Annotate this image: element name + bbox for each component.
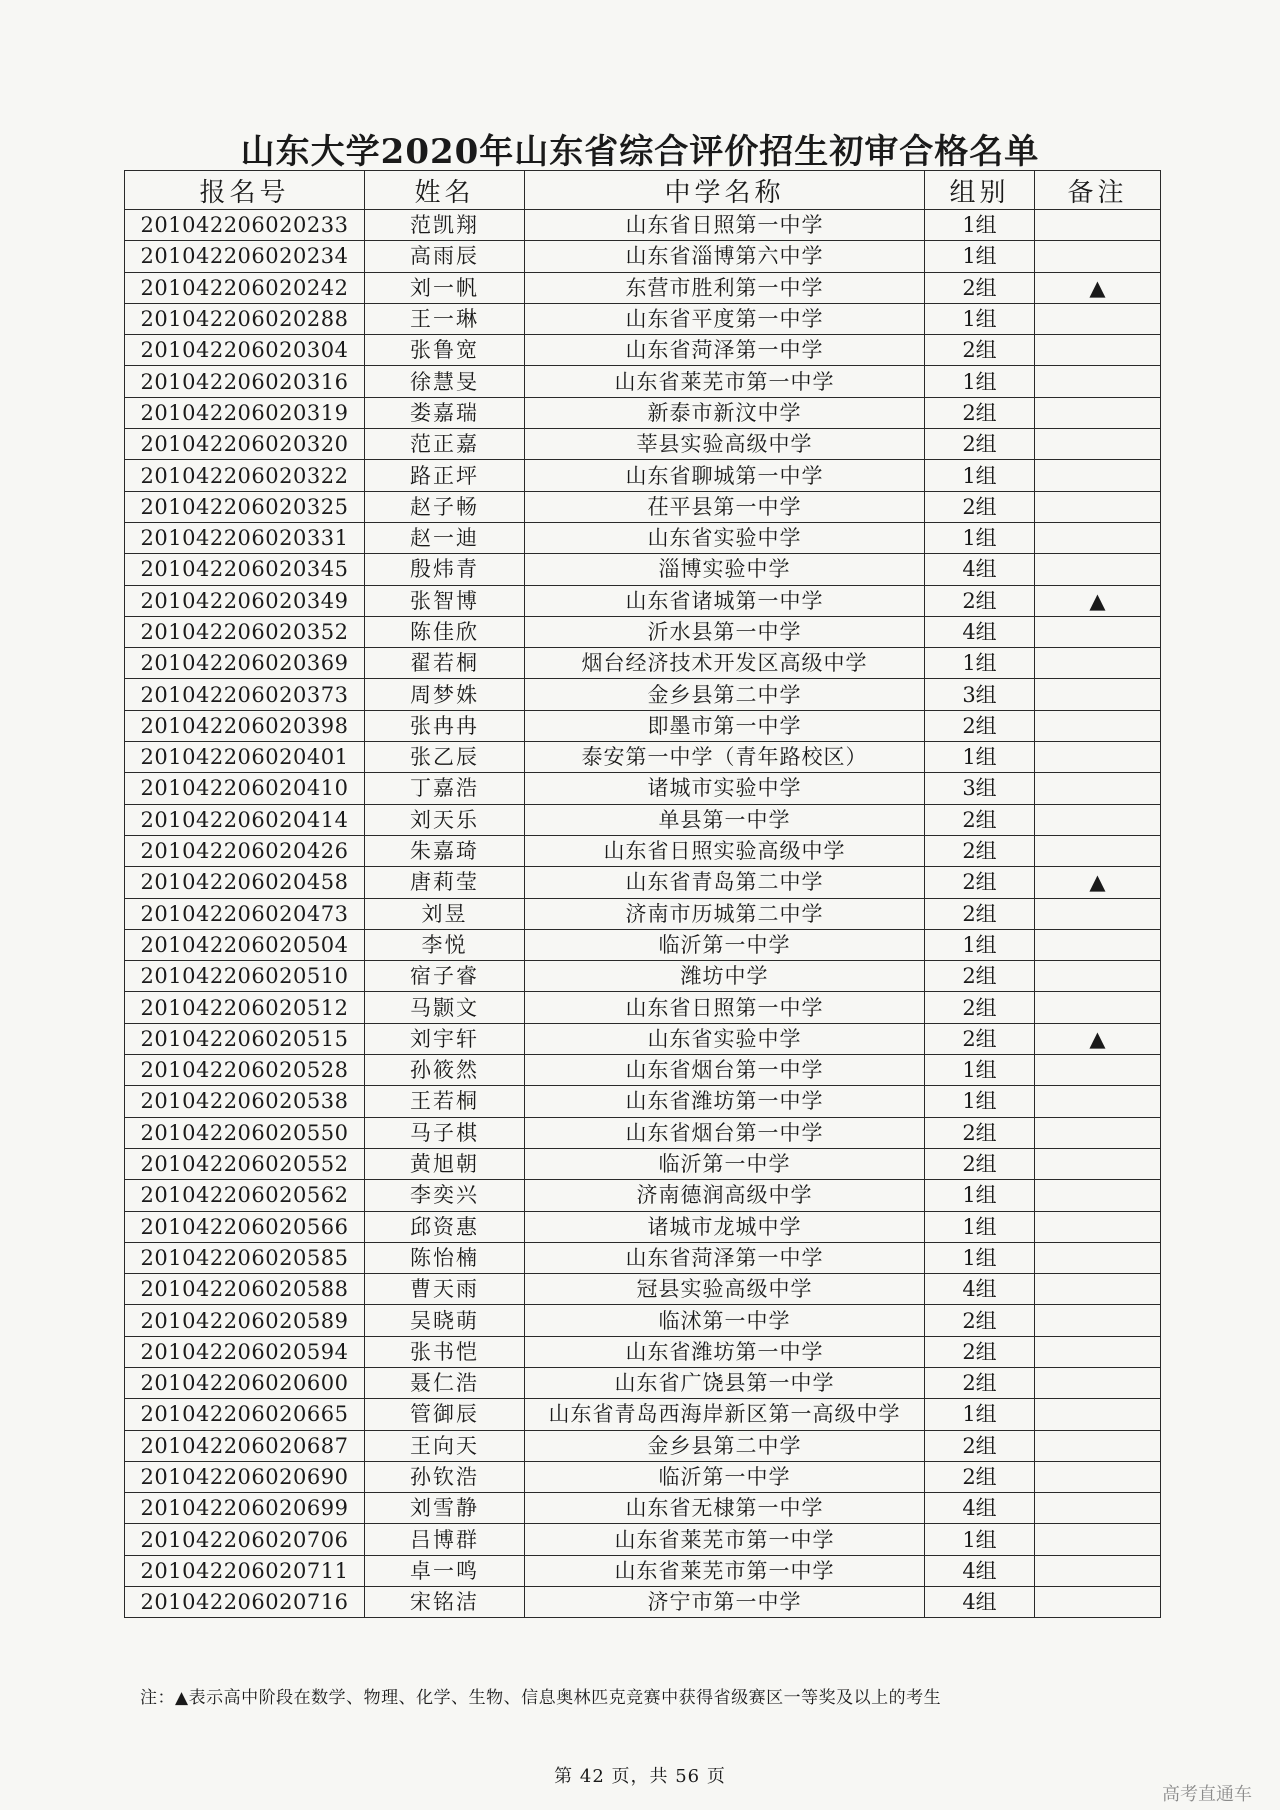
school-name: 山东省青岛第二中学 (525, 867, 925, 898)
table-row (125, 804, 1161, 835)
group-label: 1组 (925, 742, 1035, 773)
student-name: 刘昱 (365, 898, 525, 929)
group-label: 1组 (925, 1242, 1035, 1273)
group-label: 4组 (925, 616, 1035, 647)
table-row (125, 303, 1161, 334)
school-name: 山东省莱芜市第一中学 (525, 366, 925, 397)
table-row (125, 742, 1161, 773)
header-group: 组别 (925, 171, 1035, 210)
remark-mark: ▲ (1035, 1023, 1161, 1054)
student-name: 张乙辰 (365, 742, 525, 773)
registration-number: 201042206020304 (125, 335, 365, 366)
registration-number: 201042206020550 (125, 1117, 365, 1148)
header-school: 中学名称 (525, 171, 925, 210)
registration-number: 201042206020716 (125, 1587, 365, 1618)
registration-number: 201042206020600 (125, 1367, 365, 1398)
remark-mark (1035, 835, 1161, 866)
student-name: 孙钦浩 (365, 1461, 525, 1492)
student-name: 刘一帆 (365, 272, 525, 303)
student-name: 李悦 (365, 929, 525, 960)
student-name: 张鲁宽 (365, 335, 525, 366)
student-name: 王一琳 (365, 303, 525, 334)
student-name: 周梦姝 (365, 679, 525, 710)
student-name: 陈怡楠 (365, 1242, 525, 1273)
group-label: 2组 (925, 335, 1035, 366)
student-name: 王若桐 (365, 1086, 525, 1117)
school-name: 山东省诸城第一中学 (525, 585, 925, 616)
school-name: 山东省平度第一中学 (525, 303, 925, 334)
table-row (125, 460, 1161, 491)
remark-mark (1035, 460, 1161, 491)
table-row (125, 961, 1161, 992)
registration-number: 201042206020665 (125, 1399, 365, 1430)
remark-mark (1035, 710, 1161, 741)
student-name: 宿子睿 (365, 961, 525, 992)
remark-mark (1035, 1430, 1161, 1461)
student-name: 马子棋 (365, 1117, 525, 1148)
student-name: 陈佳欣 (365, 616, 525, 647)
registration-number: 201042206020319 (125, 397, 365, 428)
group-label: 1组 (925, 303, 1035, 334)
school-name: 金乡县第二中学 (525, 679, 925, 710)
group-label: 1组 (925, 366, 1035, 397)
remark-mark (1035, 1055, 1161, 1086)
remark-mark (1035, 1587, 1161, 1618)
remark-mark (1035, 303, 1161, 334)
student-name: 范凯翔 (365, 210, 525, 241)
school-name: 淄博实验中学 (525, 554, 925, 585)
school-name: 诸城市龙城中学 (525, 1211, 925, 1242)
table-row (125, 1055, 1161, 1086)
registration-number: 201042206020585 (125, 1242, 365, 1273)
school-name: 济南德润高级中学 (525, 1180, 925, 1211)
school-name: 临沂第一中学 (525, 929, 925, 960)
school-name: 即墨市第一中学 (525, 710, 925, 741)
student-name: 马颢文 (365, 992, 525, 1023)
registration-number: 201042206020562 (125, 1180, 365, 1211)
group-label: 1组 (925, 1180, 1035, 1211)
table-row (125, 554, 1161, 585)
registration-number: 201042206020538 (125, 1086, 365, 1117)
student-name: 朱嘉琦 (365, 835, 525, 866)
header-remark: 备注 (1035, 171, 1161, 210)
table-row (125, 835, 1161, 866)
remark-mark (1035, 522, 1161, 553)
group-label: 2组 (925, 397, 1035, 428)
school-name: 山东省青岛西海岸新区第一高级中学 (525, 1399, 925, 1430)
registration-number: 201042206020320 (125, 429, 365, 460)
remark-mark: ▲ (1035, 272, 1161, 303)
registration-number: 201042206020589 (125, 1305, 365, 1336)
table-row (125, 1524, 1161, 1555)
group-label: 2组 (925, 491, 1035, 522)
group-label: 2组 (925, 1148, 1035, 1179)
registration-number: 201042206020515 (125, 1023, 365, 1054)
remark-mark (1035, 929, 1161, 960)
school-name: 山东省聊城第一中学 (525, 460, 925, 491)
school-name: 莘县实验高级中学 (525, 429, 925, 460)
group-label: 1组 (925, 648, 1035, 679)
school-name: 山东省日照第一中学 (525, 210, 925, 241)
table-row (125, 1211, 1161, 1242)
student-name: 徐慧旻 (365, 366, 525, 397)
remark-mark (1035, 429, 1161, 460)
student-name: 王向天 (365, 1430, 525, 1461)
table-row (125, 1242, 1161, 1273)
remark-mark (1035, 961, 1161, 992)
registration-number: 201042206020322 (125, 460, 365, 491)
remark-mark (1035, 335, 1161, 366)
student-name: 赵一迪 (365, 522, 525, 553)
student-name: 娄嘉瑞 (365, 397, 525, 428)
table-row (125, 272, 1161, 303)
remark-mark (1035, 1148, 1161, 1179)
school-name: 山东省潍坊第一中学 (525, 1086, 925, 1117)
school-name: 山东省实验中学 (525, 1023, 925, 1054)
registration-number: 201042206020234 (125, 241, 365, 272)
table-row (125, 1493, 1161, 1524)
remark-mark (1035, 773, 1161, 804)
table-row (125, 1023, 1161, 1054)
registration-number: 201042206020528 (125, 1055, 365, 1086)
candidate-table (124, 170, 1161, 1618)
group-label: 2组 (925, 710, 1035, 741)
school-name: 山东省菏泽第一中学 (525, 1242, 925, 1273)
table-row (125, 335, 1161, 366)
school-name: 新泰市新汶中学 (525, 397, 925, 428)
registration-number: 201042206020410 (125, 773, 365, 804)
group-label: 1组 (925, 1211, 1035, 1242)
student-name: 路正坪 (365, 460, 525, 491)
table-row (125, 1305, 1161, 1336)
remark-mark (1035, 1336, 1161, 1367)
group-label: 2组 (925, 1305, 1035, 1336)
school-name: 济南市历城第二中学 (525, 898, 925, 929)
group-label: 2组 (925, 835, 1035, 866)
group-label: 1组 (925, 1524, 1035, 1555)
group-label: 1组 (925, 522, 1035, 553)
student-name: 管御辰 (365, 1399, 525, 1430)
remark-mark (1035, 1086, 1161, 1117)
remark-mark (1035, 1524, 1161, 1555)
header-id: 报名号 (125, 171, 365, 210)
registration-number: 201042206020233 (125, 210, 365, 241)
registration-number: 201042206020687 (125, 1430, 365, 1461)
table-row (125, 210, 1161, 241)
table-row (125, 1555, 1161, 1586)
student-name: 邱资惠 (365, 1211, 525, 1242)
group-label: 1组 (925, 241, 1035, 272)
school-name: 潍坊中学 (525, 961, 925, 992)
school-name: 临沂第一中学 (525, 1148, 925, 1179)
school-name: 山东省烟台第一中学 (525, 1055, 925, 1086)
school-name: 山东省日照实验高级中学 (525, 835, 925, 866)
student-name: 卓一鸣 (365, 1555, 525, 1586)
registration-number: 201042206020414 (125, 804, 365, 835)
table-row (125, 1180, 1161, 1211)
table-row (125, 929, 1161, 960)
remark-mark (1035, 241, 1161, 272)
remark-mark (1035, 1367, 1161, 1398)
group-label: 2组 (925, 1461, 1035, 1492)
school-name: 山东省莱芜市第一中学 (525, 1524, 925, 1555)
student-name: 翟若桐 (365, 648, 525, 679)
group-label: 1组 (925, 1086, 1035, 1117)
registration-number: 201042206020426 (125, 835, 365, 866)
registration-number: 201042206020566 (125, 1211, 365, 1242)
remark-mark (1035, 397, 1161, 428)
table-row (125, 491, 1161, 522)
registration-number: 201042206020699 (125, 1493, 365, 1524)
remark-mark (1035, 804, 1161, 835)
registration-number: 201042206020706 (125, 1524, 365, 1555)
student-name: 刘宇轩 (365, 1023, 525, 1054)
group-label: 2组 (925, 1117, 1035, 1148)
table-row (125, 992, 1161, 1023)
school-name: 山东省潍坊第一中学 (525, 1336, 925, 1367)
table-row (125, 710, 1161, 741)
table-row (125, 1336, 1161, 1367)
school-name: 冠县实验高级中学 (525, 1274, 925, 1305)
group-label: 1组 (925, 1055, 1035, 1086)
remark-mark (1035, 992, 1161, 1023)
remark-mark (1035, 1555, 1161, 1586)
table-row (125, 397, 1161, 428)
registration-number: 201042206020398 (125, 710, 365, 741)
registration-number: 201042206020711 (125, 1555, 365, 1586)
registration-number: 201042206020325 (125, 491, 365, 522)
student-name: 孙筱然 (365, 1055, 525, 1086)
remark-mark (1035, 1180, 1161, 1211)
group-label: 2组 (925, 898, 1035, 929)
school-name: 东营市胜利第一中学 (525, 272, 925, 303)
group-label: 1组 (925, 460, 1035, 491)
group-label: 1组 (925, 210, 1035, 241)
table-row (125, 773, 1161, 804)
group-label: 2组 (925, 1336, 1035, 1367)
group-label: 4组 (925, 1493, 1035, 1524)
group-label: 2组 (925, 1430, 1035, 1461)
table-row (125, 1274, 1161, 1305)
table-row (125, 1086, 1161, 1117)
student-name: 赵子畅 (365, 491, 525, 522)
school-name: 诸城市实验中学 (525, 773, 925, 804)
student-name: 刘天乐 (365, 804, 525, 835)
student-name: 李奕兴 (365, 1180, 525, 1211)
student-name: 丁嘉浩 (365, 773, 525, 804)
registration-number: 201042206020588 (125, 1274, 365, 1305)
footnote: 注：▲表示高中阶段在数学、物理、化学、生物、信息奥林匹克竞赛中获得省级赛区一等奖及以上的考生 (140, 1688, 942, 1708)
student-name: 高雨辰 (365, 241, 525, 272)
student-name: 刘雪静 (365, 1493, 525, 1524)
student-name: 唐莉莹 (365, 867, 525, 898)
remark-mark (1035, 679, 1161, 710)
remark-mark (1035, 616, 1161, 647)
remark-mark (1035, 1117, 1161, 1148)
school-name: 山东省莱芜市第一中学 (525, 1555, 925, 1586)
registration-number: 201042206020345 (125, 554, 365, 585)
header-name: 姓名 (365, 171, 525, 210)
registration-number: 201042206020510 (125, 961, 365, 992)
table-header-row (125, 171, 1161, 210)
school-name: 山东省实验中学 (525, 522, 925, 553)
table-row (125, 1148, 1161, 1179)
registration-number: 201042206020512 (125, 992, 365, 1023)
student-name: 范正嘉 (365, 429, 525, 460)
remark-mark (1035, 366, 1161, 397)
school-name: 临沂第一中学 (525, 1461, 925, 1492)
school-name: 山东省烟台第一中学 (525, 1117, 925, 1148)
table-row (125, 1430, 1161, 1461)
school-name: 临沭第一中学 (525, 1305, 925, 1336)
school-name: 山东省菏泽第一中学 (525, 335, 925, 366)
remark-mark (1035, 1274, 1161, 1305)
remark-mark (1035, 1399, 1161, 1430)
page-number: 第 42 页，共 56 页 (554, 1766, 726, 1787)
group-label: 2组 (925, 961, 1035, 992)
table-row (125, 1117, 1161, 1148)
group-label: 2组 (925, 804, 1035, 835)
remark-mark (1035, 210, 1161, 241)
remark-mark (1035, 1211, 1161, 1242)
registration-number: 201042206020552 (125, 1148, 365, 1179)
group-label: 4组 (925, 1587, 1035, 1618)
registration-number: 201042206020504 (125, 929, 365, 960)
school-name: 茌平县第一中学 (525, 491, 925, 522)
table-row (125, 585, 1161, 616)
remark-mark (1035, 648, 1161, 679)
school-name: 单县第一中学 (525, 804, 925, 835)
remark-mark: ▲ (1035, 585, 1161, 616)
school-name: 金乡县第二中学 (525, 1430, 925, 1461)
group-label: 2组 (925, 429, 1035, 460)
registration-number: 201042206020242 (125, 272, 365, 303)
group-label: 1组 (925, 1399, 1035, 1430)
remark-mark (1035, 898, 1161, 929)
school-name: 泰安第一中学（青年路校区） (525, 742, 925, 773)
table-row (125, 616, 1161, 647)
table-row (125, 429, 1161, 460)
table-row (125, 522, 1161, 553)
remark-mark (1035, 491, 1161, 522)
registration-number: 201042206020349 (125, 585, 365, 616)
registration-number: 201042206020401 (125, 742, 365, 773)
group-label: 2组 (925, 272, 1035, 303)
group-label: 4组 (925, 554, 1035, 585)
table-row (125, 867, 1161, 898)
registration-number: 201042206020331 (125, 522, 365, 553)
student-name: 吕博群 (365, 1524, 525, 1555)
registration-number: 201042206020373 (125, 679, 365, 710)
table-row (125, 241, 1161, 272)
table-row (125, 1461, 1161, 1492)
table-row (125, 648, 1161, 679)
table-row (125, 679, 1161, 710)
student-name: 聂仁浩 (365, 1367, 525, 1398)
table-row (125, 898, 1161, 929)
school-name: 济宁市第一中学 (525, 1587, 925, 1618)
student-name: 殷炜青 (365, 554, 525, 585)
table-row (125, 1399, 1161, 1430)
group-label: 3组 (925, 679, 1035, 710)
group-label: 2组 (925, 1023, 1035, 1054)
school-name: 山东省淄博第六中学 (525, 241, 925, 272)
registration-number: 201042206020316 (125, 366, 365, 397)
student-name: 宋铭洁 (365, 1587, 525, 1618)
group-label: 4组 (925, 1555, 1035, 1586)
registration-number: 201042206020473 (125, 898, 365, 929)
registration-number: 201042206020690 (125, 1461, 365, 1492)
school-name: 山东省无棣第一中学 (525, 1493, 925, 1524)
group-label: 1组 (925, 929, 1035, 960)
registration-number: 201042206020352 (125, 616, 365, 647)
school-name: 烟台经济技术开发区高级中学 (525, 648, 925, 679)
remark-mark (1035, 1305, 1161, 1336)
school-name: 山东省日照第一中学 (525, 992, 925, 1023)
group-label: 2组 (925, 867, 1035, 898)
school-name: 山东省广饶县第一中学 (525, 1367, 925, 1398)
student-name: 曹天雨 (365, 1274, 525, 1305)
remark-mark: ▲ (1035, 867, 1161, 898)
student-name: 黄旭朝 (365, 1148, 525, 1179)
remark-mark (1035, 554, 1161, 585)
table-row (125, 1367, 1161, 1398)
remark-mark (1035, 1242, 1161, 1273)
registration-number: 201042206020458 (125, 867, 365, 898)
table-row (125, 1587, 1161, 1618)
registration-number: 201042206020369 (125, 648, 365, 679)
school-name: 沂水县第一中学 (525, 616, 925, 647)
student-name: 吴晓萌 (365, 1305, 525, 1336)
watermark: 高考直通车 (1162, 1784, 1252, 1805)
page-title: 山东大学2020年山东省综合评价招生初审合格名单 (240, 132, 1040, 172)
remark-mark (1035, 1493, 1161, 1524)
group-label: 2组 (925, 1367, 1035, 1398)
remark-mark (1035, 742, 1161, 773)
group-label: 4组 (925, 1274, 1035, 1305)
group-label: 2组 (925, 585, 1035, 616)
table-row (125, 366, 1161, 397)
remark-mark (1035, 1461, 1161, 1492)
registration-number: 201042206020594 (125, 1336, 365, 1367)
student-name: 张智博 (365, 585, 525, 616)
registration-number: 201042206020288 (125, 303, 365, 334)
group-label: 3组 (925, 773, 1035, 804)
student-name: 张书恺 (365, 1336, 525, 1367)
group-label: 2组 (925, 992, 1035, 1023)
student-name: 张冉冉 (365, 710, 525, 741)
